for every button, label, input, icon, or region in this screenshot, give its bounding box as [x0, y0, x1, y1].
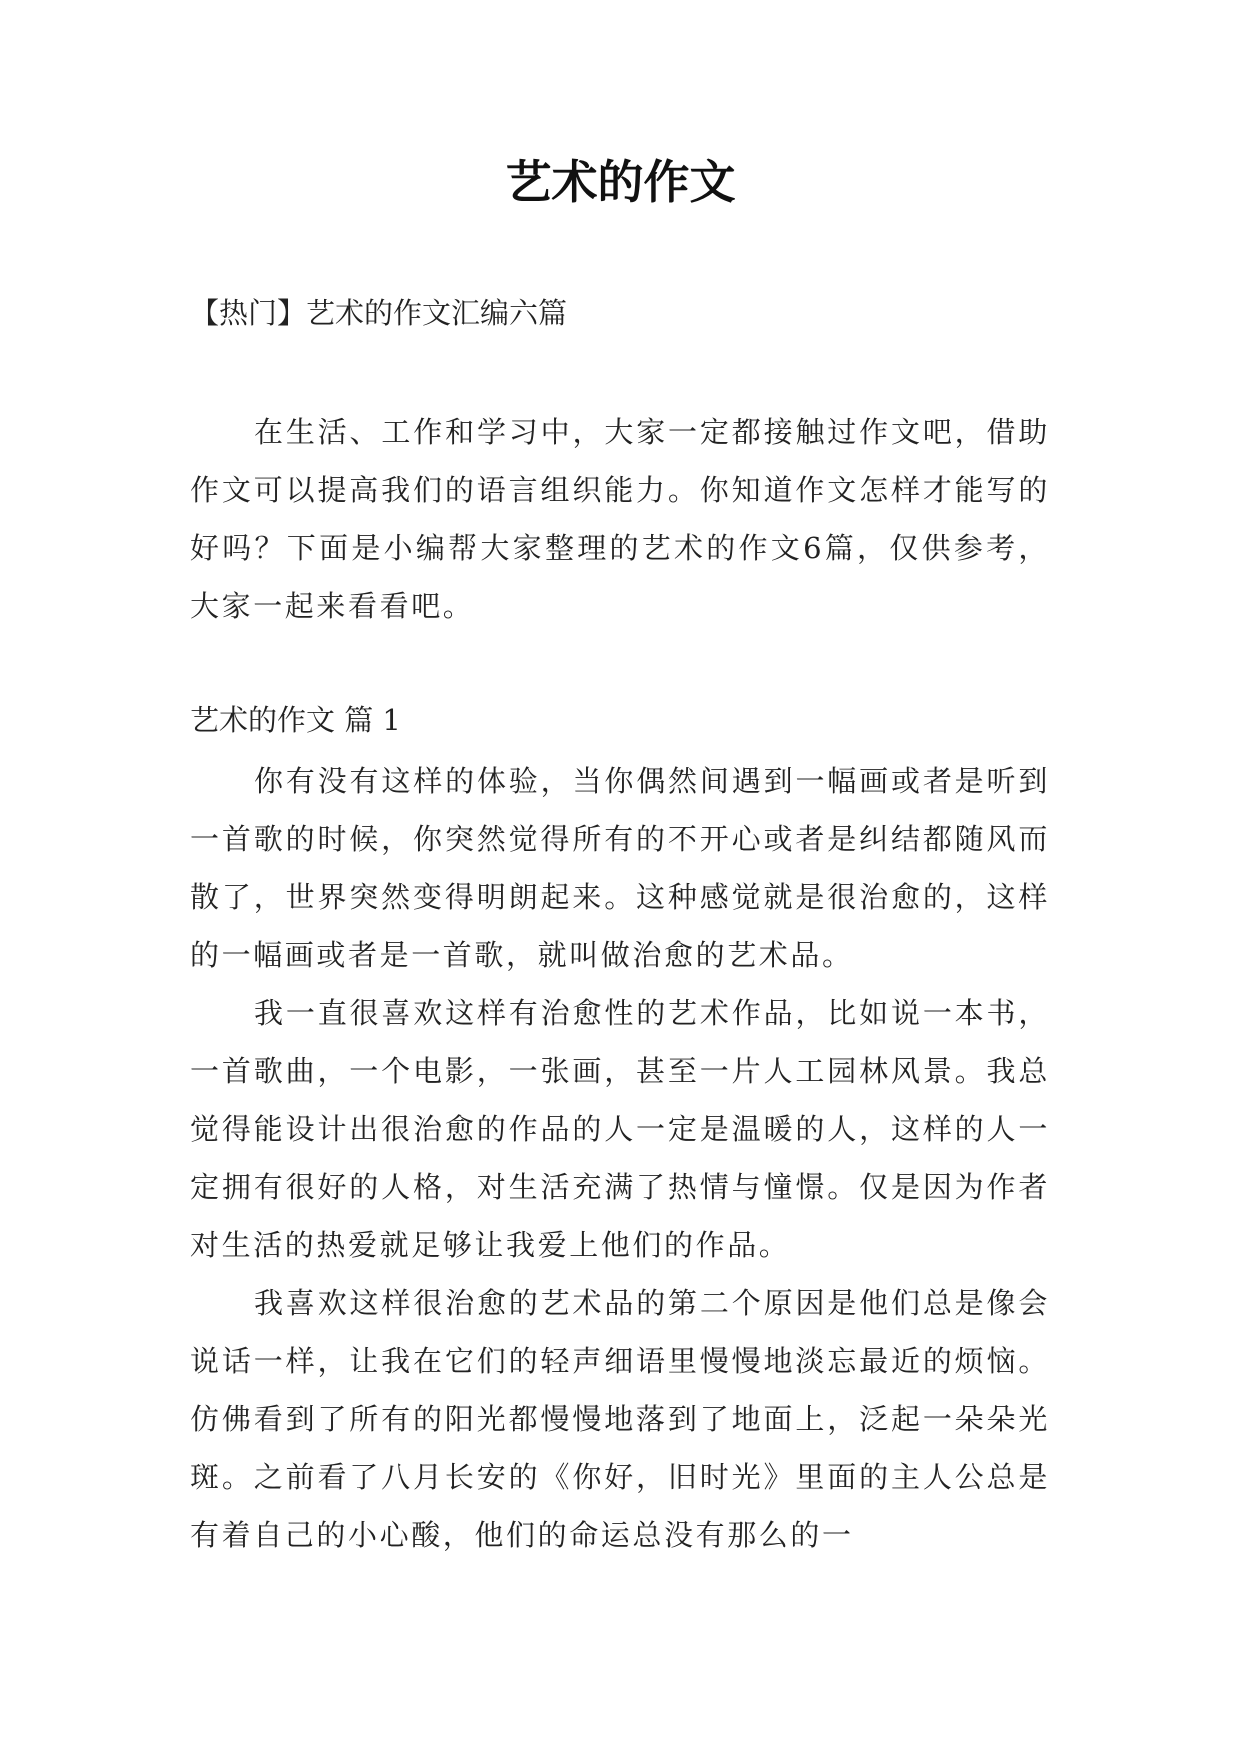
body-paragraph-1: 你有没有这样的体验，当你偶然间遇到一幅画或者是听到一首歌的时候，你突然觉得所有的不开心或者是纠结都随风而散了，世界突然变得明朗起来。这种感觉就是很治愈的，这样的一幅画或者是一首歌，就叫做治愈的艺术品。 — [190, 764, 1050, 972]
body-paragraph-3: 我喜欢这样很治愈的艺术品的第二个原因是他们总是像会说话一样，让我在它们的轻声细语里慢慢地淡忘最近的烦恼。仿佛看到了所有的阳光都慢慢地落到了地面上，泛起一朵朵光斑。之前看了八月长安的《你好，旧时光》里面的主人公总是有着自己的小心酸，他们的命运总没有那么的一 — [190, 1286, 1050, 1552]
intro-paragraph: 在生活、工作和学习中，大家一定都接触过作文吧，借助作文可以提高我们的语言组织能力。你知道作文怎样才能写的好吗？下面是小编帮大家整理的艺术的作文6篇，仅供参考，大家一起来看看吧。 — [190, 415, 1050, 623]
body-paragraph-2: 我一直很喜欢这样有治愈性的艺术作品，比如说一本书，一首歌曲，一个电影，一张画，甚至一片人工园林风景。我总觉得能设计出很治愈的作品的人一定是温暖的人，这样的人一定拥有很好的人格，对生活充满了热情与憧憬。仅是因为作者对生活的热爱就足够让我爱上他们的作品。 — [190, 996, 1050, 1262]
document-subtitle: 【热门】艺术的作文汇编六篇 — [190, 296, 568, 330]
section-heading: 艺术的作文 篇 1 — [190, 703, 401, 737]
section-body — [190, 752, 1050, 1564]
intro-block — [190, 403, 1050, 635]
document-title: 艺术的作文 — [505, 155, 736, 209]
